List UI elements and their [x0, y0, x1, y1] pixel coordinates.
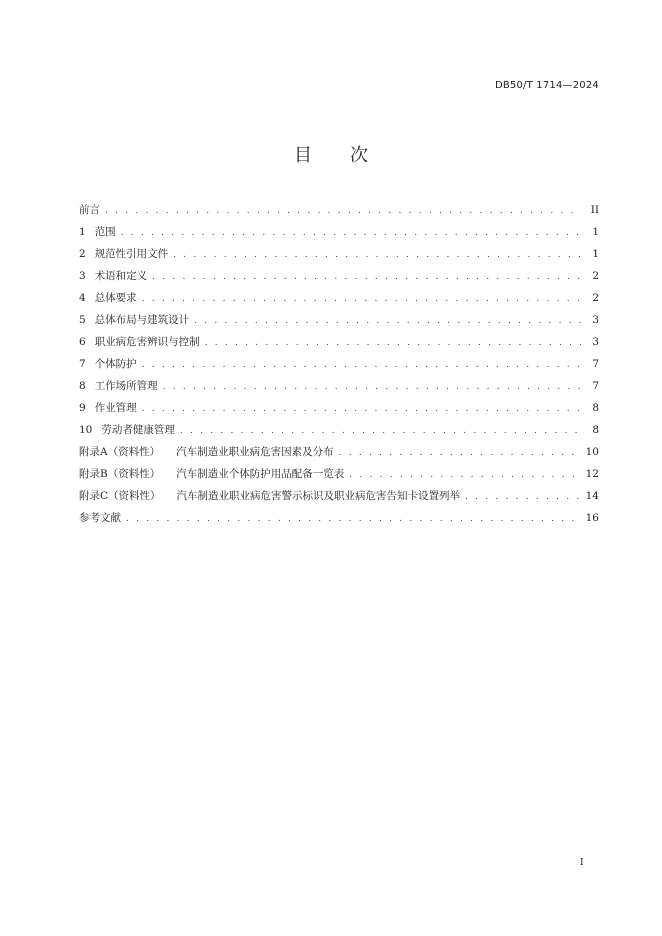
toc-entry-page: 16: [585, 512, 599, 524]
toc-entry-number: 2: [79, 248, 86, 260]
toc-entry[interactable]: [79, 199, 599, 221]
toc-leader-dots: [180, 420, 581, 442]
toc-leader-dots: [465, 486, 580, 508]
toc-entry-label: 范围: [94, 226, 116, 238]
toc-leader-dots: [142, 288, 581, 310]
document-code: DB50/T 1714—2024: [494, 80, 599, 91]
toc-entry-number: 5: [79, 314, 86, 326]
toc-entry-title: [79, 331, 200, 353]
toc-entry-title: [79, 221, 116, 243]
toc-entry-title: [79, 507, 121, 529]
toc-entry-label: 前言: [79, 204, 100, 216]
toc-entry-title: [79, 419, 175, 441]
toc-entry-page: 2: [592, 270, 599, 282]
toc-entry-number: 4: [79, 292, 86, 304]
toc-entry-title: [79, 265, 147, 287]
toc-entry[interactable]: [79, 419, 599, 441]
toc-entry-label: 劳动者健康管理: [101, 424, 175, 436]
title-part-1: 目: [294, 145, 312, 166]
toc-entry[interactable]: [79, 331, 599, 353]
toc-entry-title: [79, 309, 189, 331]
toc-leader-dots: [339, 442, 580, 464]
toc-entry-page: II: [590, 204, 599, 216]
toc-entry-label: 规范性引用文件: [94, 248, 169, 260]
toc-entry-number: 3: [79, 270, 86, 282]
toc-entry-page: 3: [592, 314, 599, 326]
toc-entry-subtitle: 汽车制造业职业病危害因素及分布: [176, 446, 334, 458]
toc-entry[interactable]: [79, 309, 599, 331]
toc-entry-page: 12: [585, 468, 599, 480]
toc-entry[interactable]: [79, 243, 599, 265]
toc-entry[interactable]: [79, 353, 599, 375]
toc-entry-page: 1: [592, 248, 599, 260]
toc-entry-page: 3: [592, 336, 599, 348]
toc-entry-title: [79, 397, 137, 419]
toc-entry-page: 14: [585, 490, 599, 502]
toc-entry-page: 1: [592, 226, 599, 238]
toc-entry-page: 7: [592, 380, 599, 392]
toc-leader-dots: [152, 266, 581, 288]
toc-entry-subtitle: 汽车制造业个体防护用品配备一览表: [176, 468, 345, 480]
toc-entry-label: 总体布局与建筑设计: [94, 314, 190, 326]
toc-entry-label: 个体防护: [94, 358, 137, 370]
toc-entry-title: [79, 353, 137, 375]
toc-entry-label: 职业病危害辨识与控制: [94, 336, 200, 348]
toc-entry-page: 8: [592, 424, 599, 436]
toc-leader-dots: [173, 244, 581, 266]
toc-entry[interactable]: [79, 507, 599, 529]
toc-entry-number: 10: [79, 424, 93, 436]
toc-leader-dots: [205, 332, 581, 354]
toc-entry-label: 附录C（资料性）: [79, 490, 161, 502]
toc-entry-title: [79, 199, 100, 221]
toc-leader-dots: [142, 354, 581, 376]
footer-page-number: I: [580, 858, 584, 868]
toc-entry-title: [79, 243, 168, 265]
toc-leader-dots: [105, 200, 581, 222]
toc-entry-label: 工作场所管理: [94, 380, 158, 392]
page-title: [0, 141, 662, 167]
toc-entry-page: 10: [585, 446, 599, 458]
toc-entry-title: [79, 287, 137, 309]
toc-leader-dots: [126, 508, 580, 530]
toc-entry-page: 2: [592, 292, 599, 304]
toc-entry-page: 8: [592, 402, 599, 414]
toc-entry[interactable]: [79, 221, 599, 243]
toc-entry[interactable]: [79, 375, 599, 397]
title-part-2: 次: [350, 145, 368, 166]
toc-entry-label: 附录A（资料性）: [79, 446, 161, 458]
toc-entry-number: 7: [79, 358, 86, 370]
toc-entry-page: 7: [592, 358, 599, 370]
toc-entry-label: 参考文献: [79, 512, 121, 524]
toc-entry-appendix[interactable]: [79, 463, 599, 485]
toc-entry-appendix[interactable]: [79, 441, 599, 463]
toc-entry-number: 1: [79, 226, 86, 238]
toc-leader-dots: [194, 310, 581, 332]
toc-entry[interactable]: [79, 287, 599, 309]
toc-entry-subtitle: 汽车制造业职业病危害警示标识及职业病危害告知卡设置列举: [176, 490, 461, 502]
toc-entry-number: 6: [79, 336, 86, 348]
toc-entry-label: 术语和定义: [94, 270, 148, 282]
toc-leader-dots: [163, 376, 581, 398]
toc-leader-dots: [121, 222, 581, 244]
toc-entry-title: [79, 463, 344, 485]
toc-entry[interactable]: [79, 397, 599, 419]
toc-entry-title: [79, 441, 334, 463]
toc-leader-dots: [349, 464, 579, 486]
toc-entry-label: 附录B（资料性）: [79, 468, 161, 480]
toc-entry-title: [79, 485, 460, 507]
toc-entry-label: 作业管理: [94, 402, 137, 414]
toc-entry-appendix[interactable]: [79, 485, 599, 507]
toc-entry-label: 总体要求: [94, 292, 137, 304]
table-of-contents: [79, 199, 599, 529]
toc-entry-number: 8: [79, 380, 86, 392]
toc-entry[interactable]: [79, 265, 599, 287]
toc-leader-dots: [142, 398, 581, 420]
toc-entry-title: [79, 375, 158, 397]
toc-entry-number: 9: [79, 402, 86, 414]
